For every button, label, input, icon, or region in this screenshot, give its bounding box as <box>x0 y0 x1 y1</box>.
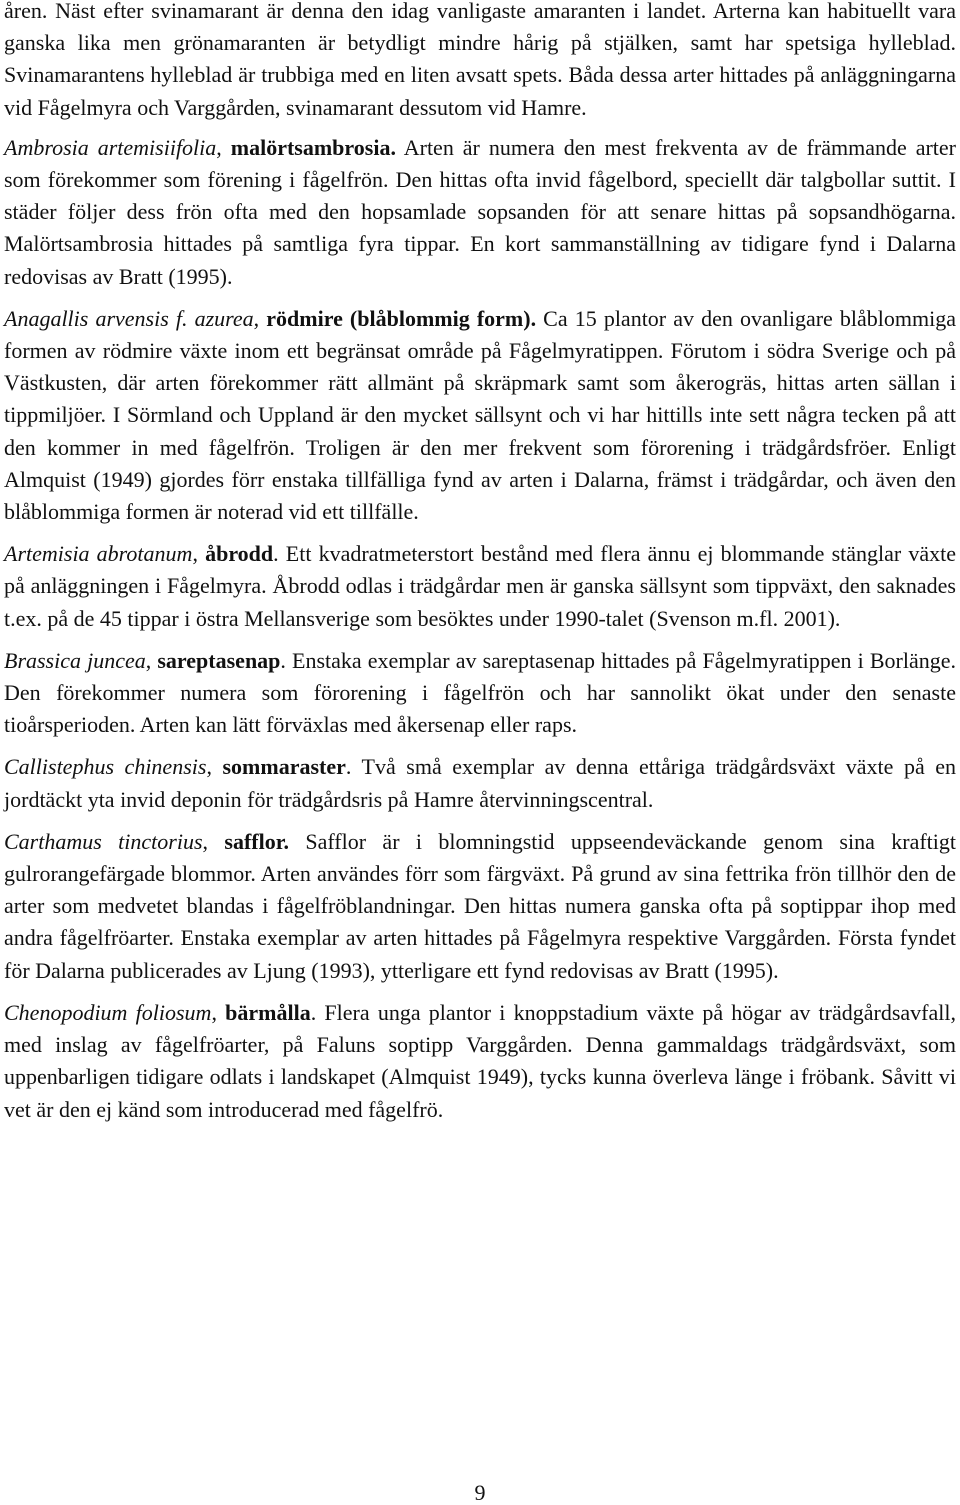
common-name: åbrodd <box>205 541 274 567</box>
scientific-name: Brassica juncea <box>4 647 146 673</box>
entry-body: . Flera unga plantor i knoppstadium växte på högar av trädgårdsavfall, med inslag av fågelfröarter, på Faluns soptipp Varggården. Denna gammaldags trädgårdsväxt, som uppenbarligen tidigare odlats i landskapet (Almquist 1949), tycks kunna överleva länge i fröbank. Såvitt vi vet är den ej känd som introducerad med fågelfrö. <box>4 999 956 1122</box>
entry-body: . Enstaka exemplar av sareptasenap hittades på Fågelmyratippen i Borlänge. Den förekommer numera som förorening i fågelfrön och har sannolikt ökat under den senaste tioårsperioden. Arten kan lätt förväxlas med åkersenap eller raps. <box>4 647 956 738</box>
entry-body: . Två små exemplar av denna ettåriga trädgårdsväxt växte på en jordtäckt yta invid deponin för trädgårdsris på Hamre återvinningscentral. <box>4 754 957 812</box>
scientific-name: Ambrosia artemisiifolia <box>4 134 217 160</box>
scientific-name: Artemisia abrotanum <box>4 541 193 567</box>
common-name: sommaraster <box>222 754 346 780</box>
common-name: malörtsambrosia. <box>230 134 396 160</box>
entry-body: Ca 15 plantor av den ovanligare blåblommiga formen av rödmire växte inom ett begränsat område på Fågelmyratippen. Förutom i södra Sverige och på Västkusten, där arten förekommer rätt allmänt på skräpmark samt som åkerogräs, hittas arten sällan i tippmiljöer. I Sörmland och Uppland är den mycket sällsynt och vi har hittills inte sett några tecken på att den kommer in med fågelfrön. Troligen är den mer frekvent som förorening i trädgårdsfröer. Enligt Almquist (1949) gjordes förr enstaka tillfälliga fynd av arten i Dalarna, främst i trädgårdar, och även den blåblommiga formen är noterad vid ett tillfälle. <box>4 305 957 525</box>
species-entry-ambrosia <box>4 132 956 293</box>
species-entry-callistephus <box>4 751 956 815</box>
entry-body: Safflor är i blomningstid uppseendeväckande genom sina kraftigt gulrorangefärgade blommor. Arten användes förr som färgväxt. På grund av sina fettrika frön tillhör den de arter som medvetet blandas i fågelfröblandningar. Den hittas numera ganska ofta på soptippar ihop med andra fågelfröarter. Enstaka exemplar av arten hittades på Fågelmyra respektive Varggården. Första fyndet för Dalarna publicerades av Ljung (1993), ytterligare ett fynd redovisas av Bratt (1995). <box>4 828 956 983</box>
text-column <box>4 0 956 1136</box>
entry-body: . Ett kvadratmeterstort bestånd med flera ännu ej blommande stänglar växte på anläggningen i Fågelmyra. Åbrodd odlas i trädgårdar men är ganska sällsynt som tippväxt, den saknades t.ex. på de 45 tippar i östra Mellansverige som besöktes under 1990-talet (Svenson m.fl. 2001). <box>4 541 956 631</box>
paragraph-text: åren. Näst efter svinamarant är denna den idag vanligaste amaranten i landet. Arterna kan habituellt vara ganska lika men grönamaranten är betydligt mindre hårig på stjälken, samt har spetsiga hylleblad. Svinamarantens hylleblad är trubbiga med en liten avsatt spets. Båda dessa arter hittades på anläggningarna vid Fågelmyra och Varggården, svinamarant dessutom vid Hamre. <box>4 0 956 120</box>
name-separator: , <box>206 754 223 780</box>
species-entry-brassica <box>4 645 956 742</box>
scientific-name: Carthamus tinctorius <box>4 828 203 854</box>
page-number: 9 <box>474 1480 486 1505</box>
scientific-name: Callistephus chinensis <box>4 754 207 780</box>
species-entry-carthamus <box>4 826 956 987</box>
name-separator: , <box>145 647 158 673</box>
name-separator: , <box>192 541 206 567</box>
scientific-name: Anagallis arvensis f. azurea <box>4 305 254 331</box>
common-name: sareptasenap <box>157 647 281 673</box>
paragraph-continued <box>4 0 956 124</box>
name-separator: , <box>211 999 226 1025</box>
name-separator: , <box>216 134 231 160</box>
species-entry-artemisia <box>4 538 956 635</box>
species-entry-anagallis <box>4 303 956 528</box>
name-separator: , <box>253 305 267 331</box>
common-name: bärmålla <box>225 999 311 1025</box>
scientific-name: Chenopodium foliosum <box>4 999 212 1025</box>
entry-body: Arten är numera den mest frekventa av de främmande arter som förekommer som förening i fågelfrön. Den hittas ofta invid fågelbord, speciellt där talgbollar suttit. I städer följer dess frön ofta med den hopsamlade sopsanden för att senare hittas på sopsandhögarna. Malörtsambrosia hittades på samtliga fyra tippar. En kort sammanställning av tidigare fynd i Dalarna redovisas av Bratt (1995). <box>4 134 956 289</box>
common-name: rödmire (blåblommig form). <box>266 305 537 331</box>
common-name: safflor. <box>224 828 289 854</box>
name-separator: , <box>202 828 225 854</box>
species-entry-chenopodium <box>4 997 956 1126</box>
